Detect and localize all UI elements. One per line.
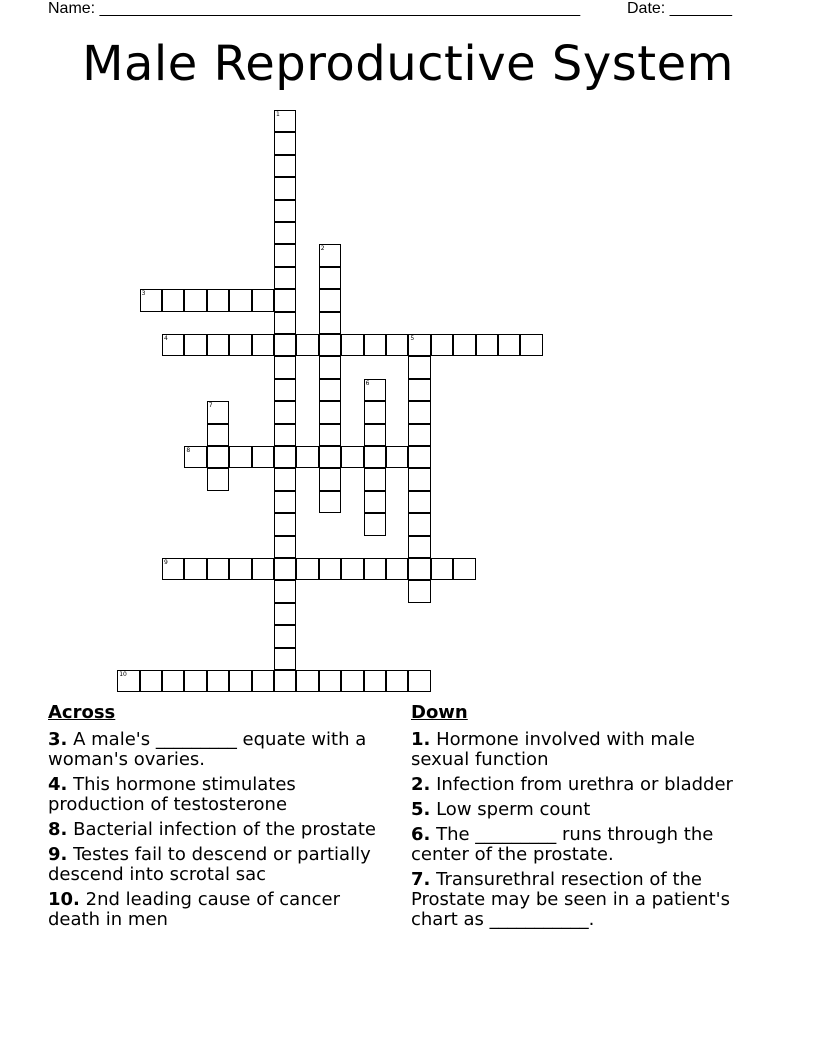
clue-number-label: 4. <box>48 774 68 795</box>
crossword-cell[interactable] <box>229 289 251 311</box>
crossword-cell[interactable] <box>162 670 184 692</box>
crossword-cell[interactable] <box>319 424 341 446</box>
crossword-cell[interactable] <box>140 289 162 311</box>
down-clue-list <box>411 730 756 930</box>
crossword-cell[interactable] <box>386 334 408 356</box>
crossword-cell[interactable] <box>274 424 296 446</box>
crossword-cell[interactable] <box>207 558 229 580</box>
clue-number: 2 <box>320 245 325 253</box>
clue-number-label: 8. <box>48 819 68 840</box>
crossword-cell[interactable] <box>341 446 363 468</box>
clue-number-label: 7. <box>411 869 431 890</box>
crossword-cell[interactable] <box>319 267 341 289</box>
crossword-cell[interactable] <box>274 625 296 647</box>
crossword-cell[interactable] <box>319 446 341 468</box>
crossword-cell[interactable] <box>319 670 341 692</box>
crossword-cell[interactable] <box>296 558 318 580</box>
crossword-cell[interactable] <box>162 558 184 580</box>
crossword-cell[interactable] <box>184 446 206 468</box>
page-title: Male Reproductive System <box>82 36 734 92</box>
crossword-cell[interactable] <box>408 491 430 513</box>
crossword-cell[interactable] <box>453 334 475 356</box>
crossword-cell[interactable] <box>274 491 296 513</box>
crossword-cell[interactable] <box>408 334 430 356</box>
crossword-cell[interactable] <box>274 558 296 580</box>
down-heading: Down <box>411 702 468 723</box>
crossword-cell[interactable] <box>274 312 296 334</box>
crossword-cell[interactable] <box>274 222 296 244</box>
across-clue <box>48 730 388 770</box>
crossword-cell[interactable] <box>498 334 520 356</box>
crossword-cell[interactable] <box>408 670 430 692</box>
crossword-cell[interactable] <box>274 356 296 378</box>
crossword-cell[interactable] <box>386 558 408 580</box>
crossword-cell[interactable] <box>274 580 296 602</box>
clue-number-label: 5. <box>411 799 431 820</box>
crossword-cell[interactable] <box>252 670 274 692</box>
clue-text: Transurethral resection of the Prostate may be seen in a patient's chart as ___________. <box>411 869 730 930</box>
across-clue <box>48 845 388 885</box>
crossword-cell[interactable] <box>453 558 475 580</box>
clue-text: Bacterial infection of the prostate <box>67 819 376 840</box>
crossword-cell[interactable] <box>207 446 229 468</box>
crossword-cell[interactable] <box>274 468 296 490</box>
date-field-label[interactable]: Date: _______ <box>627 0 732 17</box>
crossword-cell[interactable] <box>207 289 229 311</box>
crossword-cell[interactable] <box>207 424 229 446</box>
crossword-cell[interactable] <box>184 558 206 580</box>
crossword-cell[interactable] <box>408 513 430 535</box>
crossword-cell[interactable] <box>319 356 341 378</box>
clue-number-label: 3. <box>48 729 68 750</box>
clue-text: A male's _________ equate with a woman's ovaries. <box>48 729 367 770</box>
across-clues <box>48 702 388 935</box>
down-clue <box>411 775 756 795</box>
crossword-cell[interactable] <box>364 513 386 535</box>
crossword-cell[interactable] <box>274 110 296 132</box>
down-clue <box>411 730 756 770</box>
crossword-cell[interactable] <box>364 446 386 468</box>
crossword-cell[interactable] <box>408 401 430 423</box>
across-heading: Across <box>48 702 116 723</box>
clue-text: This hormone stimulates production of testosterone <box>48 774 296 815</box>
crossword-cell[interactable] <box>296 670 318 692</box>
clue-text: Infection from urethra or bladder <box>430 774 733 795</box>
clue-number: 6 <box>365 379 370 387</box>
crossword-cell[interactable] <box>408 446 430 468</box>
clue-number: 8 <box>186 447 191 454</box>
crossword-cell[interactable] <box>274 267 296 289</box>
clue-text: Low sperm count <box>430 799 591 820</box>
crossword-cell[interactable] <box>274 670 296 692</box>
crossword-cell[interactable] <box>162 334 184 356</box>
crossword-cell[interactable] <box>319 401 341 423</box>
across-clue <box>48 820 388 840</box>
clue-number: 5 <box>410 335 415 342</box>
crossword-cell[interactable] <box>364 424 386 446</box>
crossword-cell[interactable] <box>274 334 296 356</box>
crossword-cell[interactable] <box>252 446 274 468</box>
across-clue-list <box>48 730 388 930</box>
crossword-cell[interactable] <box>520 334 542 356</box>
across-clue <box>48 890 388 930</box>
down-clue <box>411 870 756 930</box>
clue-text: 2nd leading cause of cancer death in men <box>48 889 340 930</box>
crossword-cell[interactable] <box>229 558 251 580</box>
crossword-cell[interactable] <box>431 334 453 356</box>
crossword-cell[interactable] <box>274 379 296 401</box>
crossword-cell[interactable] <box>319 244 341 266</box>
crossword-cell[interactable] <box>274 289 296 311</box>
crossword-cell[interactable] <box>408 424 430 446</box>
crossword-cell[interactable] <box>408 468 430 490</box>
crossword-cell[interactable] <box>319 289 341 311</box>
crossword-cell[interactable] <box>341 558 363 580</box>
clue-number-label: 2. <box>411 774 431 795</box>
crossword-cell[interactable] <box>274 536 296 558</box>
crossword-cell[interactable] <box>274 401 296 423</box>
crossword-cell[interactable] <box>274 648 296 670</box>
crossword-cell[interactable] <box>319 379 341 401</box>
crossword-cell[interactable] <box>319 558 341 580</box>
crossword-cell[interactable] <box>252 558 274 580</box>
crossword-cell[interactable] <box>229 670 251 692</box>
crossword-cell[interactable] <box>364 558 386 580</box>
crossword-cell[interactable] <box>274 200 296 222</box>
crossword-cell[interactable] <box>117 670 139 692</box>
crossword-cell[interactable] <box>184 670 206 692</box>
clue-number: 1 <box>276 111 280 118</box>
crossword-cell[interactable] <box>229 334 251 356</box>
crossword-cell[interactable] <box>274 446 296 468</box>
crossword-cell[interactable] <box>386 446 408 468</box>
down-clues <box>411 702 756 935</box>
crossword-cell[interactable] <box>408 356 430 378</box>
down-clue <box>411 825 756 865</box>
crossword-cell[interactable] <box>274 155 296 177</box>
clue-number: 4 <box>164 335 168 342</box>
down-clue <box>411 800 756 820</box>
clue-number: 9 <box>164 559 168 566</box>
clue-number-label: 10. <box>48 889 80 910</box>
clue-text: Testes fail to descend or partially descend into scrotal sac <box>48 844 371 885</box>
crossword-cell[interactable] <box>207 401 229 423</box>
crossword-cell[interactable] <box>319 468 341 490</box>
crossword-cell[interactable] <box>296 446 318 468</box>
crossword-cell[interactable] <box>364 334 386 356</box>
crossword-cell[interactable] <box>364 670 386 692</box>
crossword-cell[interactable] <box>274 513 296 535</box>
crossword-cell[interactable] <box>274 244 296 266</box>
crossword-cell[interactable] <box>364 379 386 401</box>
crossword-cell[interactable] <box>341 670 363 692</box>
crossword-cell[interactable] <box>408 379 430 401</box>
crossword-cell[interactable] <box>364 468 386 490</box>
crossword-cell[interactable] <box>341 334 363 356</box>
crossword-cell[interactable] <box>184 289 206 311</box>
clue-number: 7 <box>208 402 213 410</box>
crossword-cell[interactable] <box>408 536 430 558</box>
name-field-label[interactable]: Name: ______________________________________________________ <box>48 0 581 17</box>
clue-text: The _________ runs through the center of the prostate. <box>411 824 714 865</box>
crossword-cell[interactable] <box>364 401 386 423</box>
crossword-cell[interactable] <box>252 334 274 356</box>
crossword-cell[interactable] <box>252 289 274 311</box>
clue-number-label: 1. <box>411 729 431 750</box>
crossword-cell[interactable] <box>386 670 408 692</box>
crossword-cell[interactable] <box>140 670 162 692</box>
clue-number: 10 <box>119 671 127 678</box>
clue-number-label: 6. <box>411 824 431 845</box>
crossword-cell[interactable] <box>319 491 341 513</box>
clue-text: Hormone involved with male sexual function <box>411 729 695 770</box>
crossword-cell[interactable] <box>274 177 296 199</box>
clue-number: 3 <box>141 290 146 298</box>
crossword-cell[interactable] <box>274 603 296 625</box>
crossword-cell[interactable] <box>229 446 251 468</box>
crossword-cell[interactable] <box>207 468 229 490</box>
crossword-cell[interactable] <box>184 334 206 356</box>
crossword-cell[interactable] <box>408 580 430 602</box>
crossword-cell[interactable] <box>408 558 430 580</box>
crossword-cell[interactable] <box>162 289 184 311</box>
crossword-cell[interactable] <box>319 334 341 356</box>
crossword-cell[interactable] <box>274 132 296 154</box>
crossword-cell[interactable] <box>476 334 498 356</box>
across-clue <box>48 775 388 815</box>
crossword-cell[interactable] <box>431 558 453 580</box>
crossword-cell[interactable] <box>207 334 229 356</box>
crossword-cell[interactable] <box>319 312 341 334</box>
crossword-cell[interactable] <box>296 334 318 356</box>
clue-number-label: 9. <box>48 844 68 865</box>
crossword-cell[interactable] <box>207 670 229 692</box>
crossword-cell[interactable] <box>364 491 386 513</box>
